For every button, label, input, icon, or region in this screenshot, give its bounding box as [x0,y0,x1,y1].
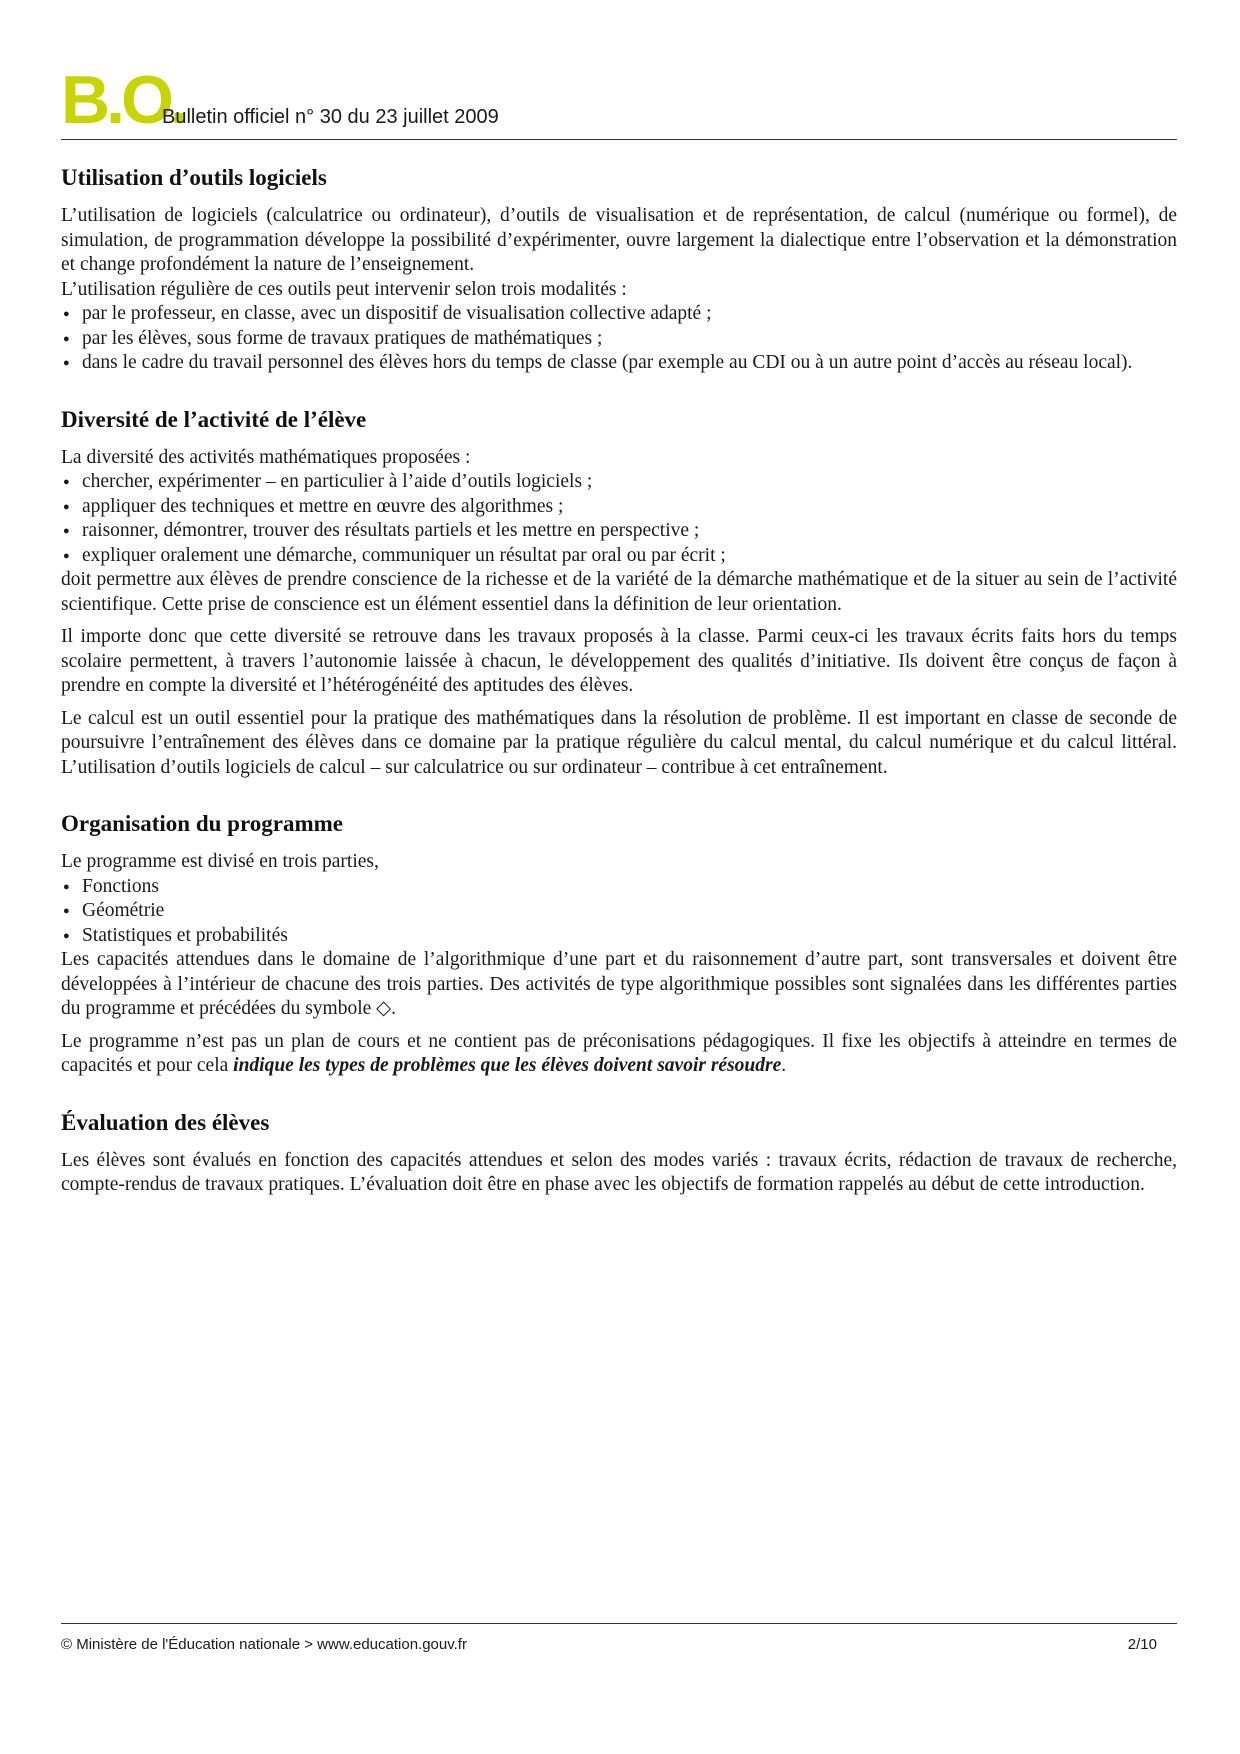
header-divider [61,139,1177,140]
section-heading: Évaluation des élèves [61,1109,270,1135]
list-item: ● par le professeur, en classe, avec un dispositif de visualisation collective adapté ; [61,302,1177,327]
section-outils-logiciels [61,164,1177,376]
list-item: ● raisonner, démontrer, trouver des résultats partiels et les mettre en perspective ; [61,519,1177,544]
paragraph: Les capacités attendues dans le domaine de l’algorithmique d’une part et du raisonnement d’autre part, sont transversales et doivent être développées à l’intérieur de chacune des trois parties. Des activités de type algorithmique possibles sont signalées dans les différentes parties du programme et précédées du symbole ◇. [61,949,1177,1019]
footer-divider [61,1623,1177,1624]
paragraph-text: . [781,1055,787,1076]
paragraph: Le calcul est un outil essentiel pour la pratique des mathématiques dans la résolution de problème. Il est important en classe de seconde de poursuivre l’entraînement des élèves dans ce domaine par la pratique régulière du calcul mental, du calcul numérique et du calcul littéral. L’utilisation d’outils logiciels de calcul – sur calculatrice ou sur ordinateur – contribue à cet entraînement. [61,707,1177,778]
list-item: ● dans le cadre du travail personnel des élèves hors du temps de classe (par exemple au CDI ou à un autre point d’accès au réseau local). [61,351,1177,376]
emphasized-text: indique les types de problèmes que les élèves doivent savoir résoudre [233,1055,782,1076]
section-heading: Organisation du programme [61,811,343,836]
paragraph: La diversité des activités mathématiques proposées : [61,446,471,468]
list-item: ● Fonctions [61,875,1177,900]
list-item: ● Statistiques et probabilités [61,924,1177,949]
section-heading: Utilisation d’outils logiciels [61,165,327,190]
paragraph: Le programme est divisé en trois parties, [61,851,379,872]
paragraph: doit permettre aux élèves de prendre conscience de la richesse et de la variété de la démarche mathématique et de la situer au sein de l’activité scientifique. Cette prise de conscience est un élément essentiel dans la définition de leur orientation. [61,569,1177,615]
list-item: ● par les élèves, sous forme de travaux pratiques de mathématiques ; [61,327,1177,352]
list-item: ● chercher, expérimenter – en particulier à l’aide d’outils logiciels ; [61,470,1177,495]
list-item: ● expliquer oralement une démarche, communiquer un résultat par oral ou par écrit ; [61,544,1177,569]
page-footer [61,1623,1177,1653]
paragraph: Les élèves sont évalués en fonction des capacités attendues et selon des modes variés : travaux écrits, rédaction de travaux de recherche, compte-rendus de travaux pratiques. L’évaluation doit être en phase avec les objectifs de formation rappelés au début de cette introduction. [61,1149,1177,1195]
section-organisation-programme [61,810,1177,1079]
list-item: ● Géométrie [61,899,1177,924]
section-heading: Diversité de l’activité de l’élève [61,406,367,432]
page-number: 2/10 [1127,1636,1157,1653]
bulletin-title: Bulletin officiel n° 30 du 23 juillet 2009 [162,106,499,128]
bo-logo: B.O. [61,62,185,138]
main-content [61,164,1177,1228]
paragraph [61,1030,1177,1079]
paragraph: L’utilisation de logiciels (calculatrice ou ordinateur), d’outils de visualisation et de représentation, de calcul (numérique ou formel), de simulation, de programmation développe la possibilité d’expérimenter, ouvre largement la dialectique entre l’observation et la démonstration et change profondément la nature de l’enseignement. [61,205,1177,275]
page-header [61,62,1177,140]
list-item: ● appliquer des techniques et mettre en œuvre des algorithmes ; [61,495,1177,520]
paragraph: Il importe donc que cette diversité se retrouve dans les travaux proposés à la classe. Parmi ceux-ci les travaux écrits faits hors du temps scolaire permettent, à travers l’autonomie laissée à chacun, le développement des qualités d’initiative. Ils doivent être conçus de façon à prendre en compte la diversité et l’hétérogénéité des aptitudes des élèves. [61,626,1177,696]
footer-copyright: © Ministère de l'Éducation nationale > www.education.gouv.fr [61,1636,467,1653]
bullet-list [61,302,1177,376]
section-diversite-activite [61,406,1177,781]
bullet-list [61,470,1177,568]
paragraph: L’utilisation régulière de ces outils peut intervenir selon trois modalités : [61,278,627,300]
section-evaluation-eleves [61,1109,1177,1198]
bullet-list [61,875,1177,949]
paragraph-text: Le programme n’est pas un plan de cours et ne contient pas de préconisations pédagogiques. Il fixe les objectifs à atteindre en termes de capacités et pour cela [61,1030,1177,1076]
